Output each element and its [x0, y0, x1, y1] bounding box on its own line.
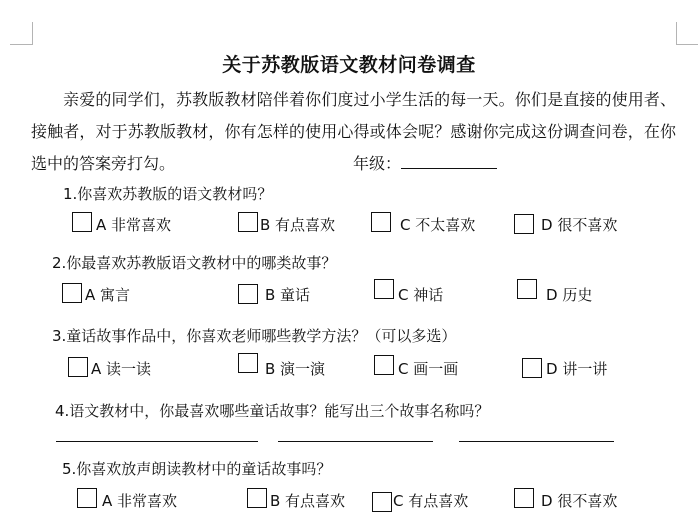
q3-option-a-checkbox[interactable] — [68, 357, 88, 377]
q1-option-c-label: C 不太喜欢 — [400, 216, 476, 234]
q3-option-b-label: B 演一演 — [265, 360, 326, 378]
q3-option-d-label: D 讲一讲 — [546, 360, 608, 378]
q5-option-b-checkbox[interactable] — [247, 488, 267, 508]
question-5-text: 5.你喜欢放声朗读教材中的童话故事吗？ — [62, 460, 332, 478]
q2-option-b-label: B 童话 — [265, 286, 311, 304]
q2-option-c-checkbox[interactable] — [374, 279, 394, 299]
grade-input-line[interactable] — [401, 154, 497, 169]
crop-mark-top-left — [10, 22, 33, 45]
intro-paragraph — [31, 84, 676, 180]
question-2-text: 2.你最喜欢苏教版语文教材中的哪类故事？ — [52, 254, 337, 272]
question-3-text: 3.童话故事作品中，你喜欢老师哪些教学方法？（可以多选） — [52, 327, 457, 345]
question-1-text: 1.你喜欢苏教版的语文教材吗？ — [63, 185, 273, 203]
q2-option-a-checkbox[interactable] — [62, 283, 82, 303]
page-title: 关于苏教版语文教材问卷调查 — [222, 54, 476, 76]
q1-option-c-checkbox[interactable] — [371, 212, 391, 232]
q4-answer-line-2[interactable] — [278, 441, 433, 442]
q3-option-d-checkbox[interactable] — [522, 358, 542, 378]
q5-option-a-checkbox[interactable] — [77, 488, 97, 508]
q3-option-b-checkbox[interactable] — [238, 353, 258, 373]
q3-option-c-label: C 画一画 — [398, 360, 459, 378]
q1-option-d-label: D 很不喜欢 — [541, 216, 618, 234]
crop-mark-top-right — [676, 22, 698, 45]
q2-option-b-checkbox[interactable] — [238, 284, 258, 304]
q5-option-d-label: D 很不喜欢 — [541, 492, 618, 510]
q3-option-c-checkbox[interactable] — [374, 355, 394, 375]
q2-option-c-label: C 神话 — [398, 286, 444, 304]
q1-option-a-label: A 非常喜欢 — [96, 216, 172, 234]
q1-option-d-checkbox[interactable] — [514, 214, 534, 234]
q5-option-c-label: C 有点喜欢 — [393, 492, 469, 510]
q3-option-a-label: A 读一读 — [91, 360, 152, 378]
q5-option-c-checkbox[interactable] — [372, 492, 392, 512]
q2-option-d-label: D 历史 — [546, 286, 593, 304]
question-4-text: 4.语文教材中，你最喜欢哪些童话故事？能写出三个故事名称吗？ — [55, 402, 490, 420]
q5-option-b-label: B 有点喜欢 — [270, 492, 346, 510]
q4-answer-line-3[interactable] — [459, 441, 614, 442]
intro-text: 亲爱的同学们，苏教版教材陪伴着你们度过小学生活的每一天。你们是直接的使用者、接触者，对于苏教版教材，你有怎样的使用心得或体会呢？感谢你完成这份调查问卷，在你选中的答案旁打勾。 — [31, 90, 676, 173]
q5-option-d-checkbox[interactable] — [514, 488, 534, 508]
q5-option-a-label: A 非常喜欢 — [102, 492, 178, 510]
q1-option-b-checkbox[interactable] — [238, 212, 258, 232]
grade-label: 年级： — [353, 154, 402, 173]
q1-option-b-label: B 有点喜欢 — [260, 216, 336, 234]
q1-option-a-checkbox[interactable] — [72, 212, 92, 232]
q2-option-a-label: A 寓言 — [85, 286, 131, 304]
q4-answer-line-1[interactable] — [56, 441, 258, 442]
q2-option-d-checkbox[interactable] — [517, 279, 537, 299]
